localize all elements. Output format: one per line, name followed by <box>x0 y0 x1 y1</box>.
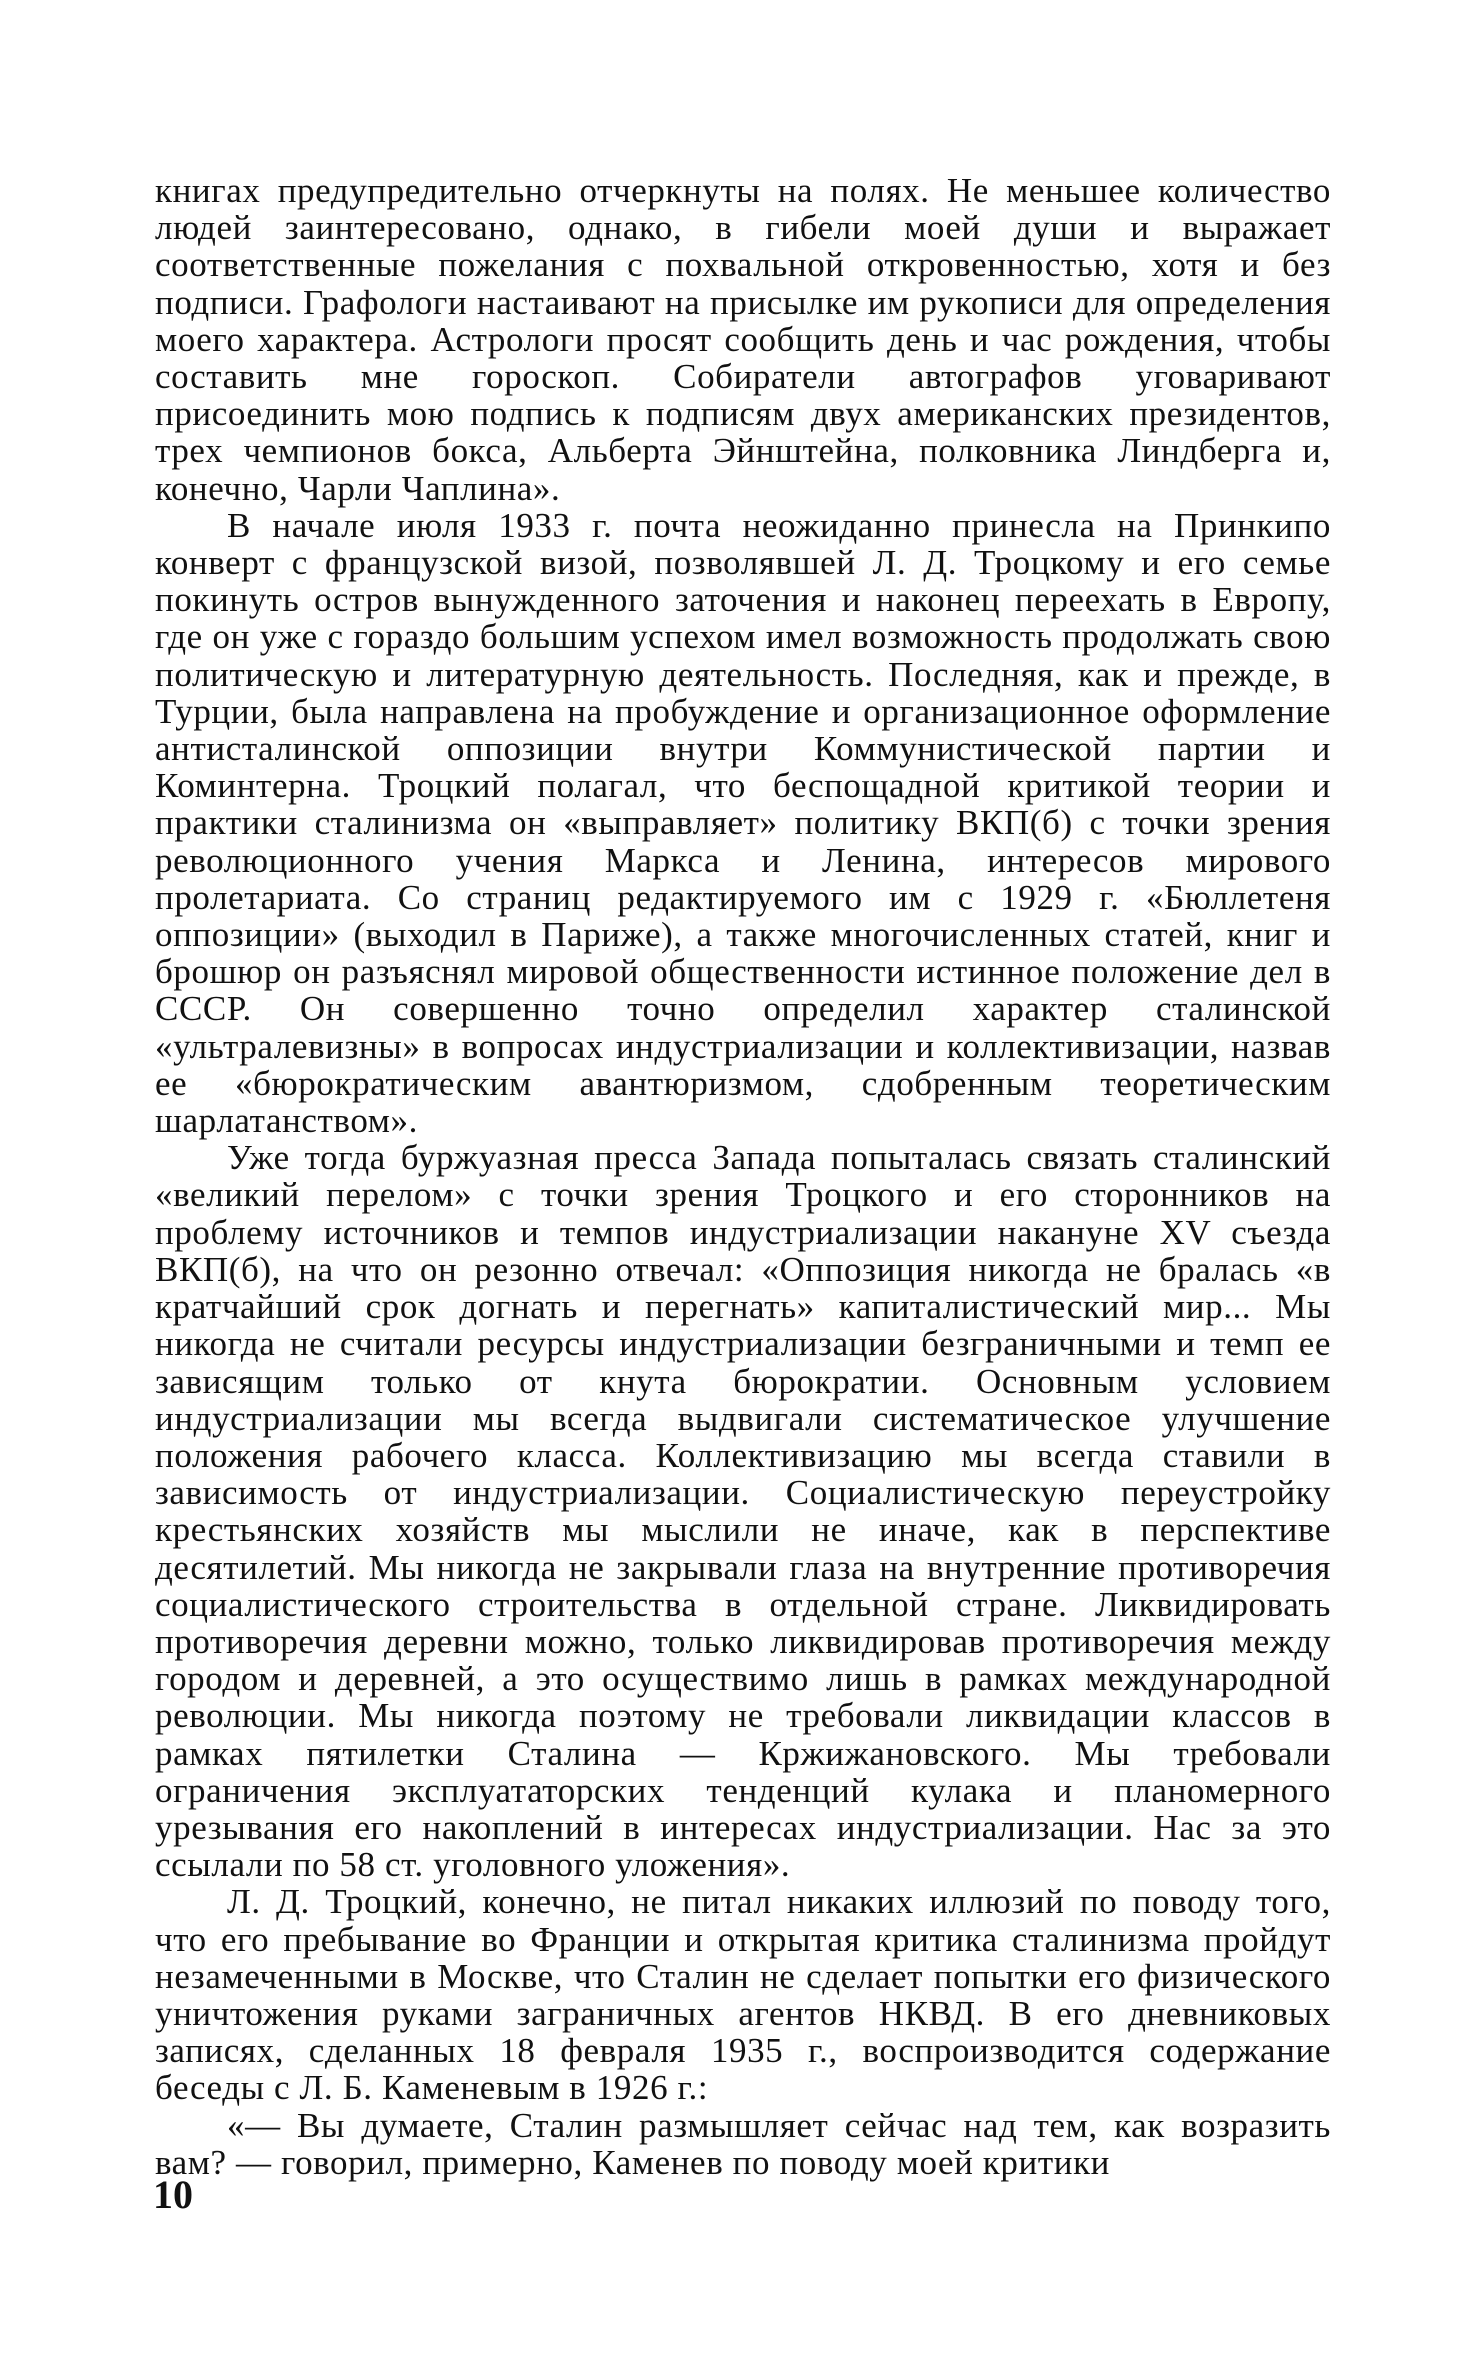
paragraph-3: Уже тогда буржуазная пресса Запада попыталась связать сталинский «великий перелом» с точки зрения Троцкого и его сторонников на проблему источников и темпов индустриализации накануне XV съезда ВКП(б), на что он резонно отвечал: «Оппозиция никогда не бралась «в кратчайший срок догнать и перегнать» капиталистический мир... Мы никогда не считали ресурсы индустриализации безграничными и темп ее зависящим только от кнута бюрократии. Основным условием индустриализации мы всегда выдвигали систематическое улучшение положения рабочего класса. Коллективизацию мы всегда ставили в зависимость от индустриализации. Социалистическую переустройку крестьянских хозяйств мы мыслили не иначе, как в перспективе десятилетий. Мы никогда не закрывали глаза на внутренние противоречия социалистического строительства в отдельной стране. Ликвидировать противоречия деревни можно, только ликвидировав противоречия между городом и деревней, а это осуществимо лишь в рамках международной революции. Мы никогда поэтому не требовали ликвидации классов в рамках пятилетки Сталина — Кржижановского. Мы требовали ограничения эксплуататорских тенденций кулака и планомерного урезывания его накоплений в интересах индустриализации. Нас за это ссылали по 58 ст. уголовного уложения». <box>155 1138 1331 1885</box>
page-number: 10 <box>153 2172 193 2217</box>
paragraph-1: книгах предупредительно отчеркнуты на полях. Не меньшее количество людей заинтересовано, однако, в гибели моей души и выражает соответственные пожелания с похвальной откровенностью, хотя и без подписи. Графологи настаивают на присылке им рукописи для определения моего характера. Астрологи просят сообщить день и час рождения, чтобы составить мне гороскоп. Собиратели автографов уговаривают присоединить мою подпись к подписям двух американских президентов, трех чемпионов бокса, Альберта Эйнштейна, полковника Линдберга и, конечно, Чарли Чаплина». <box>155 171 1331 508</box>
paragraph-5: «— Вы думаете, Сталин размышляет сейчас над тем, как возразить вам? — говорил, примерно, Каменев по поводу моей критики <box>155 2105 1331 2182</box>
paragraph-2: В начале июля 1933 г. почта неожиданно принесла на Принкипо конверт с французской визой, позволявшей Л. Д. Троцкому и его семье покинуть остров вынужденного заточения и наконец переехать в Европу, где он уже с гораздо большим успехом имел возможность продолжать свою политическую и литературную деятельность. Последняя, как и прежде, в Турции, была направлена на пробуждение и организационное оформление антисталинской оппозиции внутри Коммунистической партии и Коминтерна. Троцкий полагал, что беспощадной критикой теории и практики сталинизма он «выправляет» политику ВКП(б) с точки зрения революционного учения Маркса и Ленина, интересов мирового пролетариата. Со страниц редактируемого им с 1929 г. «Бюллетеня оппозиции» (выходил в Париже), а также многочисленных статей, книг и брошюр он разъяснял мировой общественности истинное положение дел в СССР. Он совершенно точно определил характер сталинской «ультралевизны» в вопросах индустриализации и коллективизации, назвав ее «бюрократическим авантюризмом, сдобренным теоретическим шарлатанством». <box>155 505 1331 1141</box>
paragraph-4: Л. Д. Троцкий, конечно, не питал никаких иллюзий по поводу того, что его пребывание во Франции и открытая критика сталинизма пройдут незамеченными в Москве, что Сталин не сделает попытки его физического уничтожения руками заграничных агентов НКВД. В его дневниковых записях, сделанных 18 февраля 1935 г., воспроизводится содержание беседы с Л. Б. Каменевым в 1926 г.: <box>155 1882 1331 2108</box>
body-text <box>155 172 1331 2181</box>
